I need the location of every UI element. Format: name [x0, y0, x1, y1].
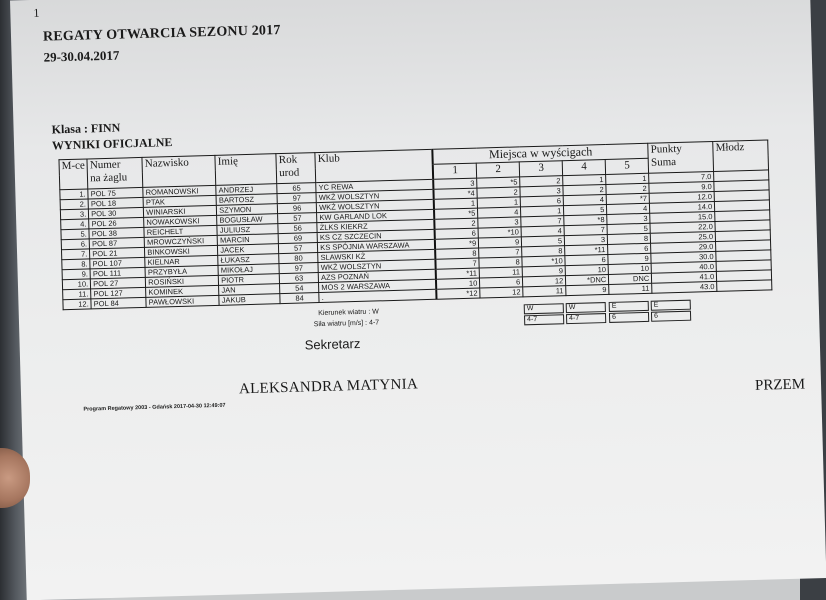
race-1-cell: 1 — [434, 198, 478, 209]
points-sum-cell: 15.0 — [650, 211, 715, 223]
program-footer: Program Regatowy 2003 - Gdańsk 2017-04-30 12:49:07 — [83, 402, 226, 413]
header-surname: Nazwisko — [142, 155, 216, 187]
birth-year-cell: 57 — [278, 213, 317, 224]
header-race-places: Miejsca w wyścigach — [433, 143, 649, 164]
birth-year-cell: 84 — [280, 293, 319, 304]
race-2-cell: 9 — [479, 237, 522, 248]
sail-number-cell: POL 27 — [91, 277, 146, 289]
club-cell: KW GARLAND LOK — [317, 209, 435, 222]
first-name-cell: ŁUKASZ — [218, 254, 279, 266]
race-5-cell: 1 — [606, 173, 649, 184]
race-5-cell: 2 — [606, 183, 649, 194]
race-5-cell: 11 — [609, 283, 652, 294]
place-cell: 3. — [60, 209, 88, 220]
first-name-cell: JACEK — [218, 244, 279, 256]
race-3-cell: 7 — [521, 216, 564, 227]
header-points: Punkty Suma — [648, 141, 714, 173]
secretary-name: ALEKSANDRA MATYNIA — [238, 376, 419, 398]
wind-direction-label: Kierunek wiatru : W — [318, 308, 379, 318]
race-3-cell: 2 — [520, 176, 563, 187]
wind-direction-race-4: E — [609, 301, 649, 312]
sail-number-cell: POL 127 — [91, 287, 146, 299]
surname-cell: PTAK — [143, 195, 216, 207]
sail-number-cell: POL 111 — [90, 267, 145, 279]
race-5-cell: 4 — [607, 203, 650, 214]
race-4-cell: 7 — [564, 224, 607, 235]
header-place: M-ce — [59, 159, 88, 190]
surname-cell: MROWCZYŃSKI — [144, 235, 217, 247]
club-cell: ŻLKS KIEKRZ — [317, 219, 435, 232]
points-sum-cell: 41.0 — [652, 271, 717, 283]
sail-number-cell: POL 21 — [90, 247, 145, 259]
sail-number-cell: POL 26 — [89, 217, 144, 229]
surname-cell: KOMINEK — [146, 285, 219, 297]
place-cell: 6. — [61, 239, 89, 250]
points-sum-cell: 7.0 — [649, 171, 714, 183]
surname-cell: ROMANOWSKI — [143, 185, 216, 197]
place-cell: 10. — [62, 279, 90, 290]
first-name-cell: JAKUB — [219, 294, 280, 306]
sail-number-cell: POL 107 — [90, 257, 145, 269]
sail-number-cell: POL 18 — [88, 197, 143, 209]
surname-cell: BINKOWSKI — [145, 245, 218, 257]
race-2-cell: 6 — [480, 277, 523, 288]
race-1-cell: 10 — [436, 278, 480, 289]
points-sum-cell: 30.0 — [651, 251, 716, 263]
first-name-cell: JULIUSZ — [217, 224, 278, 236]
wind-speed-label: Siła wiatru [m/s] : 4-7 — [313, 319, 380, 329]
secretary-label: Sekretarz — [304, 335, 361, 353]
race-1-cell: 8 — [435, 248, 479, 259]
wind-speed-race-5: 6 — [651, 311, 691, 322]
race-5-cell: 10 — [608, 263, 651, 274]
wind-direction-race-2: W — [524, 303, 564, 314]
wind-direction-race-5: E — [651, 300, 691, 311]
wind-speed-race-3: 4-7 — [566, 313, 606, 324]
sail-number-cell: POL 75 — [88, 187, 143, 199]
birth-year-cell: 54 — [280, 283, 319, 294]
surname-cell: ROSIŃSKI — [146, 275, 219, 287]
first-name-cell: SZYMON — [217, 204, 278, 216]
points-sum-cell: 29.0 — [651, 241, 716, 253]
sail-number-cell: POL 30 — [89, 207, 144, 219]
race-5-cell: DNC — [609, 273, 652, 284]
header-race-5: 5 — [605, 158, 648, 174]
race-5-cell: 5 — [607, 223, 650, 234]
header-sail-number: Numer na żaglu — [87, 157, 143, 189]
race-2-cell: 4 — [478, 207, 521, 218]
first-name-cell: BARTOSZ — [216, 194, 277, 206]
place-cell: 12. — [63, 299, 91, 310]
race-3-cell: *10 — [522, 256, 565, 267]
race-1-cell: 7 — [436, 258, 480, 269]
header-birth-year: Rok urod — [276, 153, 316, 184]
race-1-cell: 3 — [433, 178, 477, 189]
header-first-name: Imię — [215, 154, 277, 186]
place-cell: 4. — [61, 219, 89, 230]
surname-cell: PRZYBYŁA — [145, 265, 218, 277]
surname-cell: WINIARSKI — [144, 205, 217, 217]
first-name-cell: MIKOŁAJ — [218, 264, 279, 276]
place-cell: 8. — [62, 259, 90, 270]
race-2-cell: *10 — [478, 227, 521, 238]
club-cell: KS SPÓJNIA WARSZAWA — [318, 239, 436, 252]
race-4-cell: 10 — [565, 264, 608, 275]
first-name-cell: JAN — [219, 284, 280, 296]
race-4-cell: 4 — [563, 194, 606, 205]
place-cell: 7. — [61, 249, 89, 260]
race-2-cell: *5 — [477, 177, 520, 188]
points-sum-cell: 14.0 — [650, 201, 715, 213]
second-signatory-name: PRZEM — [754, 376, 806, 394]
first-name-cell: ANDRZEJ — [216, 184, 277, 196]
surname-cell: NOWAKOWSKI — [144, 215, 217, 227]
race-4-cell: *DNC — [566, 274, 609, 285]
birth-year-cell: 69 — [278, 233, 317, 244]
race-4-cell: 9 — [566, 284, 609, 295]
birth-year-cell: 65 — [277, 183, 316, 194]
wind-speed-race-4: 6 — [609, 312, 649, 323]
race-2-cell: 2 — [477, 187, 520, 198]
points-sum-cell: 22.0 — [650, 221, 715, 233]
surname-cell: PAWŁOWSKI — [146, 295, 219, 307]
race-5-cell: 3 — [607, 213, 650, 224]
sail-number-cell: POL 84 — [91, 297, 146, 309]
race-5-cell: 8 — [607, 233, 650, 244]
header-race-4: 4 — [562, 159, 605, 175]
first-name-cell: BOGUSŁAW — [217, 214, 278, 226]
club-cell: KS CZ SZCZECIN — [317, 229, 435, 242]
official-results-label: WYNIKI OFICJALNE — [51, 135, 173, 153]
race-2-cell: 1 — [477, 197, 520, 208]
points-sum-cell: 40.0 — [651, 261, 716, 273]
race-3-cell: 4 — [521, 226, 564, 237]
race-3-cell: 3 — [520, 186, 563, 197]
birth-year-cell: 57 — [279, 243, 318, 254]
points-sum-cell: 43.0 — [652, 281, 717, 293]
race-1-cell: *12 — [436, 288, 480, 299]
race-4-cell: 2 — [563, 184, 606, 195]
place-cell: 11. — [63, 289, 91, 300]
club-cell: SLAWSKI KŻ — [318, 249, 436, 262]
birth-year-cell: 97 — [277, 193, 316, 204]
place-cell: 9. — [62, 269, 90, 280]
club-cell: MOS 2 WARSZAWA — [319, 279, 437, 292]
points-sum-cell: 12.0 — [649, 191, 714, 203]
birth-year-cell: 80 — [279, 253, 318, 264]
class-label: Klasa : FINN — [51, 120, 121, 137]
results-table — [58, 139, 772, 310]
race-3-cell: 1 — [521, 206, 564, 217]
surname-cell: KIELNAR — [145, 255, 218, 267]
race-3-cell: 6 — [520, 196, 563, 207]
place-cell: 2. — [60, 199, 88, 210]
header-race-2: 2 — [476, 162, 519, 178]
club-cell: YC REWA — [316, 179, 434, 192]
first-name-cell: PIOTR — [218, 274, 279, 286]
regatta-title: REGATY OTWARCIA SEZONU 2017 — [42, 23, 281, 45]
header-junior: Młodz — [713, 140, 769, 172]
results-sheet — [10, 0, 826, 600]
race-2-cell: 7 — [479, 247, 522, 258]
race-1-cell: *4 — [434, 188, 478, 199]
race-4-cell: 5 — [564, 204, 607, 215]
race-4-cell: *8 — [564, 214, 607, 225]
race-1-cell: *9 — [435, 238, 479, 249]
first-name-cell: MARCIN — [217, 234, 278, 246]
sail-number-cell: POL 87 — [89, 237, 144, 249]
race-4-cell: 1 — [563, 174, 606, 185]
race-2-cell: 11 — [479, 267, 522, 278]
header-race-3: 3 — [519, 161, 562, 177]
wind-speed-race-2: 4-7 — [524, 314, 564, 325]
race-5-cell: 9 — [608, 253, 651, 264]
race-1-cell: *11 — [436, 268, 480, 279]
club-cell: WKŻ WOLSZTYN — [316, 199, 434, 212]
race-3-cell: 5 — [522, 236, 565, 247]
race-1-cell: *5 — [434, 208, 478, 219]
race-2-cell: 3 — [478, 217, 521, 228]
birth-year-cell: 96 — [278, 203, 317, 214]
race-4-cell: *11 — [565, 244, 608, 255]
header-race-1: 1 — [433, 163, 477, 179]
place-cell: 1. — [60, 189, 88, 200]
race-4-cell: 6 — [565, 254, 608, 265]
sail-number-cell: POL 38 — [89, 227, 144, 239]
points-sum-cell: 9.0 — [649, 181, 714, 193]
club-cell: WKŻ WOLSZTYN — [316, 189, 434, 202]
race-4-cell: 3 — [565, 234, 608, 245]
birth-year-cell: 56 — [278, 223, 317, 234]
race-3-cell: 9 — [522, 266, 565, 277]
race-5-cell: 6 — [608, 243, 651, 254]
place-cell: 5. — [61, 229, 89, 240]
race-5-cell: *7 — [606, 193, 649, 204]
club-cell: AZS POZNAŃ — [318, 269, 436, 282]
surname-cell: REICHELT — [144, 225, 217, 237]
race-3-cell: 12 — [523, 276, 566, 287]
points-sum-cell: 25.0 — [650, 231, 715, 243]
club-cell: . — [319, 289, 437, 302]
race-1-cell: 6 — [435, 228, 479, 239]
junior-cell — [717, 280, 772, 292]
race-1-cell: 2 — [434, 218, 478, 229]
race-3-cell: 11 — [523, 286, 566, 297]
club-cell: WKŻ WOLSZTYN — [318, 259, 436, 272]
wind-direction-race-3: W — [566, 302, 606, 313]
race-3-cell: 8 — [522, 246, 565, 257]
race-2-cell: 12 — [480, 287, 523, 298]
birth-year-cell: 63 — [279, 273, 318, 284]
race-2-cell: 8 — [479, 257, 522, 268]
header-club: Klub — [315, 149, 433, 182]
birth-year-cell: 97 — [279, 263, 318, 274]
regatta-dates: 29-30.04.2017 — [43, 47, 120, 65]
page-number: 1 — [33, 5, 40, 20]
